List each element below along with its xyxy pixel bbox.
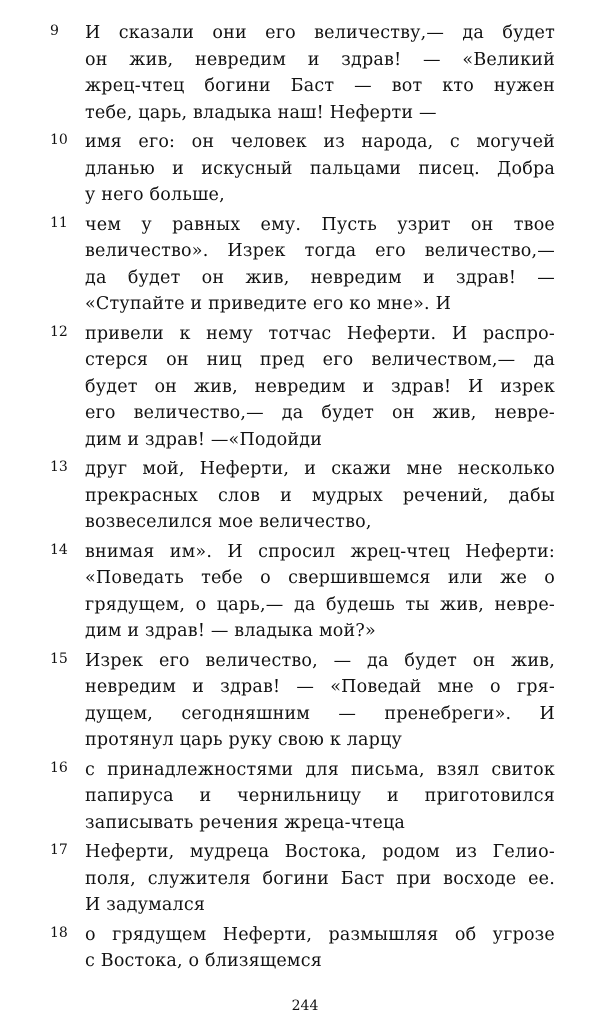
text-line: дланью и искусный пальцами писец. Добра (85, 158, 555, 179)
verse-number: 12 (50, 323, 68, 340)
verse-number: 10 (50, 132, 68, 148)
text-line: грядущем, о царь,— да будешь ты жив, невре- (85, 594, 555, 615)
verse (0, 839, 600, 919)
verse (0, 212, 600, 318)
text-line: прекрасных слов и мудрых речений, дабы (85, 485, 555, 506)
text-line: его величество,— да будет он жив, невре- (85, 403, 555, 423)
text-line: у него больше, (85, 185, 225, 205)
verse-text (85, 456, 555, 536)
verse-text (85, 922, 555, 975)
text-line: внимая им». И спросил жрец-чтец Неферти: (85, 541, 555, 562)
verse-text (85, 539, 555, 645)
verse-text (85, 839, 555, 919)
text-line: привели к нему тотчас Неферти. И распро- (85, 323, 555, 344)
verse (0, 922, 600, 975)
text-line: невредим и здрав! — «Поведай мне о гря- (85, 677, 555, 697)
verse-number: 11 (50, 214, 68, 231)
verse-number: 16 (50, 759, 68, 776)
verse-number: 9 (50, 23, 59, 39)
verse-text (85, 212, 555, 318)
text-line: чем у равных ему. Пусть узрит он твое (85, 214, 555, 235)
text-line: протянул царь руку свою к ларцу (85, 730, 403, 750)
text-line: жрец-чтец богини Баст — вот кто нужен (85, 76, 555, 96)
verse (0, 456, 600, 536)
verse-text (85, 321, 555, 454)
text-line: папируса и чернильницу и приготовился (85, 786, 555, 806)
text-line: стерся он ниц пред его величеством,— да (85, 350, 555, 370)
verse (0, 757, 600, 837)
verse (0, 648, 600, 754)
verse-number: 17 (50, 842, 68, 858)
verse-number: 14 (50, 541, 68, 558)
text-line: Неферти, мудреца Востока, родом из Гелио- (85, 842, 555, 862)
text-line: с Востока, о близящемся (85, 951, 322, 971)
text-line: поля, служителя богини Баст при восходе ее. (85, 868, 555, 889)
text-line: имя его: он человек из народа, с могучей (85, 132, 555, 152)
text-line: дущем, сегодняшним — пренебреги». И (85, 703, 555, 724)
text-line: он жив, невредим и здрав! — «Великий (85, 49, 555, 70)
verse (0, 129, 600, 209)
verse (0, 321, 600, 454)
text-line: Изрек его величество, — да будет он жив, (85, 650, 555, 671)
page-body (0, 20, 600, 978)
verse-text (85, 129, 555, 209)
text-line: возвеселился мое величество, (85, 512, 372, 532)
text-line: друг мой, Неферти, и скажи мне несколько (85, 459, 555, 479)
text-line: И сказали они его величеству,— да будет (85, 23, 555, 43)
text-line: дим и здрав! — владыка мой?» (85, 621, 376, 641)
verse (0, 539, 600, 645)
text-line: И задумался (85, 895, 206, 915)
verse (0, 20, 600, 126)
verse-text (85, 757, 555, 837)
text-line: с принадлежностями для письма, взял свиток (85, 759, 555, 780)
text-line: величество». Изрек тогда его величество,— (85, 241, 555, 261)
text-line: дим и здрав! —«Подойди (85, 429, 323, 450)
verse-text (85, 648, 555, 754)
page-number: 244 (291, 998, 319, 1014)
text-line: будет он жив, невредим и здрав! И изрек (85, 376, 555, 397)
text-line: «Поведать тебе о свершившемся или же о (85, 568, 555, 588)
text-line: «Ступайте и приведите его ко мне». И (85, 294, 452, 314)
verse-text (85, 20, 555, 126)
text-line: записывать речения жреца-чтеца (85, 812, 406, 833)
verse-number: 18 (50, 924, 68, 941)
verse-number: 13 (50, 459, 68, 475)
text-line: о грядущем Неферти, размышляя об угрозе (85, 924, 555, 945)
text-line: тебе, царь, владыка наш! Неферти — (85, 102, 437, 123)
verse-number: 15 (50, 650, 68, 667)
text-line: да будет он жив, невредим и здрав! — (85, 267, 555, 288)
